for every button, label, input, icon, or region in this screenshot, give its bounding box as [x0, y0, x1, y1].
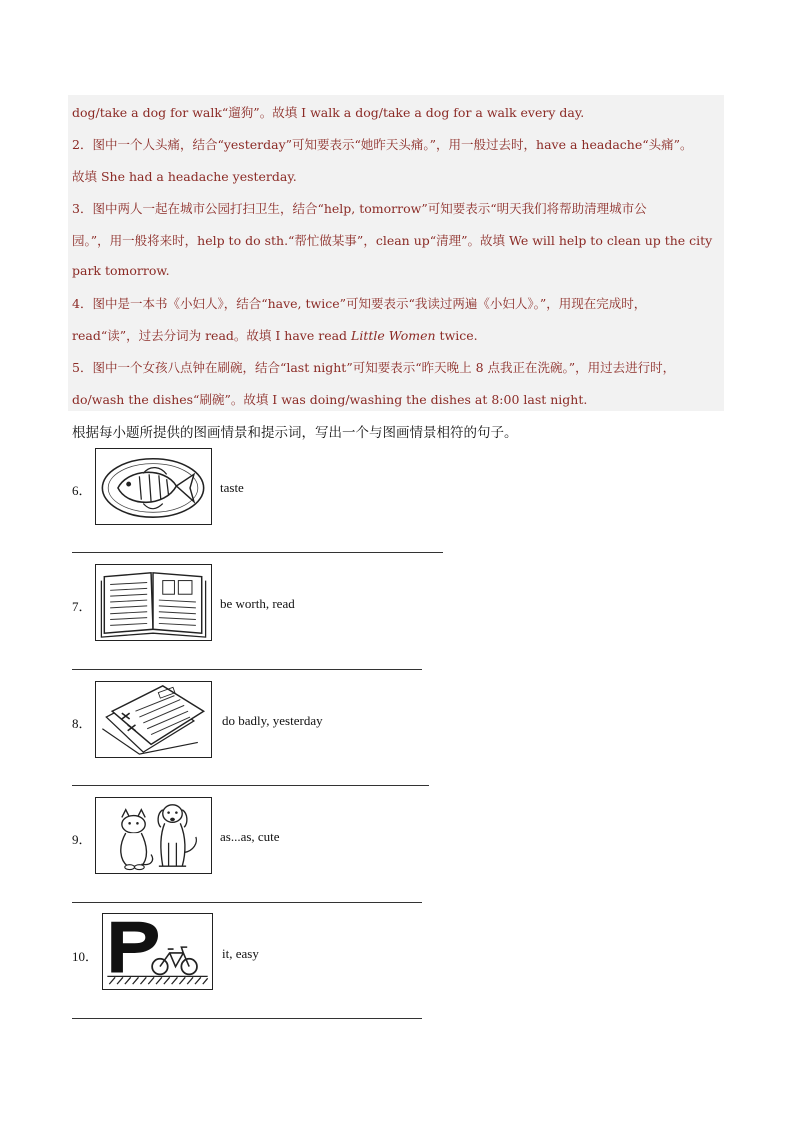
question-10-hint: it, easy [222, 946, 259, 961]
answer-line-3: 3．图中两人一起在城市公园打扫卫生，结合“help, tomorrow”可知要表示“明天我们将帮助清理城市公 [72, 201, 647, 216]
question-8-answer-line[interactable] [72, 785, 429, 786]
answer-line-1-end: dog/take a dog for walk“遛狗”。故填 I walk a dog/take a dog for a walk every day. [72, 105, 585, 120]
answer-line-3-cont: 园。”，用一般将来时，help to do sth.“帮忙做某事”，clean up“清理”。故填 We will help to clean up the city [72, 233, 713, 248]
answer-line-2: 2．图中一个人头痛，结合“yesterday”可知要表示“她昨天头痛。”，用一般过去时，have a headache“头痛”。 [72, 137, 693, 152]
question-8-hint: do badly, yesterday [222, 713, 323, 728]
book-title: Little Women [351, 328, 436, 343]
question-7-answer-line[interactable] [72, 669, 422, 670]
question-7-hint: be worth, read [220, 596, 295, 611]
answer-line-3-end: park tomorrow. [72, 263, 170, 278]
fish-on-plate-icon [95, 448, 212, 525]
question-9-hint: as...as, cute [220, 829, 280, 844]
answer-line-4-fill: read“读”，过去分词为 read。故填 I have read Little Women twice. [72, 328, 478, 343]
question-8-number: 8． [72, 716, 92, 731]
answer-line-5-fill: do/wash the dishes“刷碗”。故填 I was doing/washing the dishes at 8:00 last night. [72, 392, 588, 407]
question-10-answer-line[interactable] [72, 1018, 422, 1019]
question-10-number: 10． [72, 949, 99, 964]
question-6-answer-line[interactable] [72, 552, 443, 553]
cat-and-dog-icon [95, 797, 212, 874]
answer-line-4: 4．图中是一本书《小妇人》，结合“have, twice”可知要表示“我读过两遍《小妇人》。”，用现在完成时， [72, 296, 647, 311]
section-instruction: 根据每小题所提供的图画情景和提示词，写出一个与图画情景相符的句子。 [72, 425, 518, 441]
bicycle-parking-icon [102, 913, 213, 990]
question-7-number: 7． [72, 599, 92, 614]
exam-papers-icon [95, 681, 212, 758]
answer-line-2-fill: 故填 She had a headache yesterday. [72, 169, 297, 184]
question-6-hint: taste [220, 480, 244, 495]
question-6-number: 6． [72, 483, 92, 498]
answer-line-5: 5．图中一个女孩八点钟在刷碗，结合“last night”可知要表示“昨天晚上 8 点我正在洗碗。”，用过去进行时， [72, 360, 676, 375]
question-9-answer-line[interactable] [72, 902, 422, 903]
question-9-number: 9． [72, 832, 92, 847]
open-book-icon [95, 564, 212, 641]
